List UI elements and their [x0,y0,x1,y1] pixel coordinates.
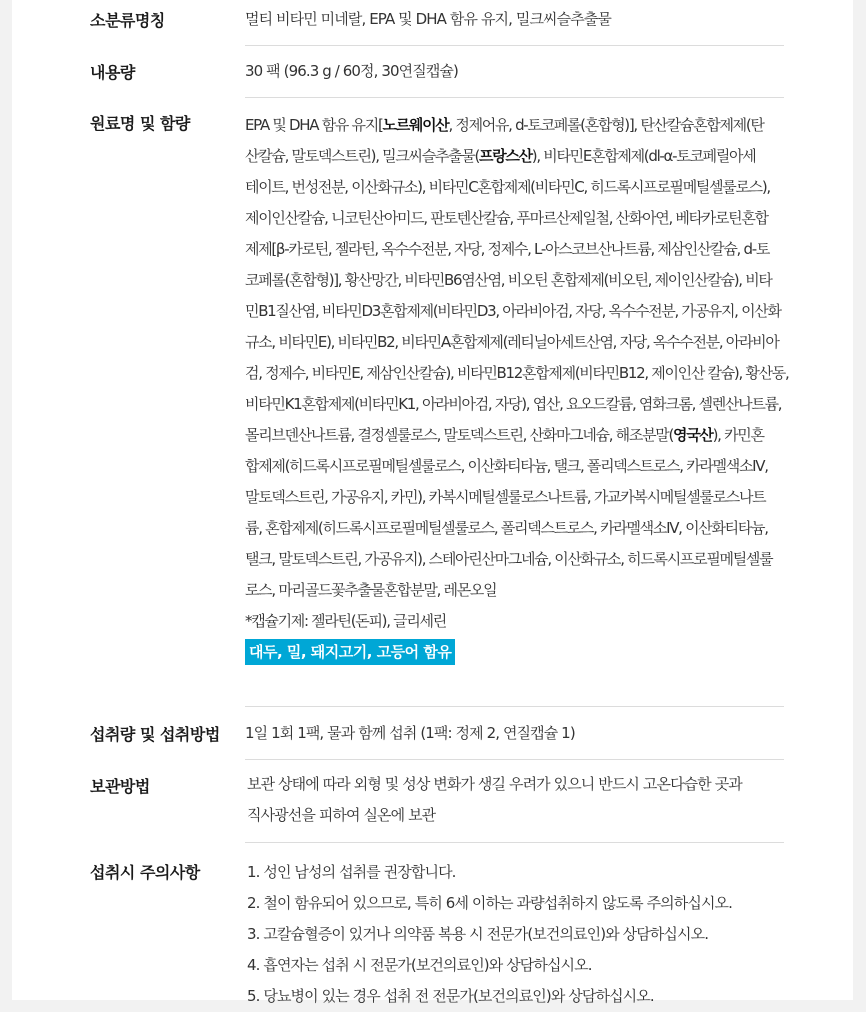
ingredient-line: 코페롤(혼합형)], 황산망간, 비타민B6염산염, 비오틴 혼합제제(비오틴, 제이인산칼슘), 비타 [245,271,772,289]
ingredient-line: 비타민K1혼합제제(비타민K1, 아라비아검, 자당), 엽산, 요오드칼륨, 염화크롬, 셀렌산나트륨, [245,395,782,413]
caution-item: 2. 철이 함유되어 있으므로, 특히 6세 이하는 과량섭취하지 않도록 주의하십시오. [247,894,732,912]
ingredient-line: EPA 및 DHA 함유 유지[노르웨이산, 정제어유, d-토코페롤(혼합형)], 탄산칼슘혼합제제(탄 [245,116,764,134]
storage-line: 직사광선을 피하여 실온에 보관 [247,806,436,824]
storage-label: 보관방법 [90,777,150,796]
ingredient-line: 제제[β-카로틴, 젤라틴, 옥수수전분, 자당, 정제수, L-아스코브산나트륨, 제삼인산칼슘, d-토 [245,240,770,258]
cautions-label: 섭취시 주의사항 [90,863,200,882]
divider [245,706,784,707]
storage-value [247,769,787,831]
caution-item: 4. 흡연자는 섭취 시 전문가(보건의료인)와 상담하십시오. [247,956,592,974]
caution-item: 1. 성인 남성의 섭취를 권장합니다. [247,863,456,881]
category-label: 소분류명칭 [90,11,165,30]
volume-value: 30 팩 (96.3 g / 60정, 30연질캡슐) [245,62,458,80]
cautions-list [247,857,787,1012]
caution-item: 5. 당뇨병이 있는 경우 섭취 전 전문가(보건의료인)와 상담하십시오. [247,987,654,1005]
ingredients-label: 원료명 및 함량 [90,114,190,133]
divider [245,759,784,760]
ingredient-line: 제이인산칼슘, 니코틴산아미드, 판토텐산칼슘, 푸마르산제일철, 산화아연, 베타카로틴혼합 [245,209,768,227]
storage-line: 보관 상태에 따라 외형 및 성상 변화가 생길 우려가 있으니 반드시 고온다습한 곳과 [247,775,742,793]
ingredient-line: 로스, 마리골드꽃추출물혼합분말, 레몬오일 [245,581,497,599]
dosage-label: 섭취량 및 섭취방법 [90,725,220,744]
caution-item: 3. 고칼슘혈증이 있거나 의약품 복용 시 전문가(보건의료인)와 상담하십시오. [247,925,709,943]
ingredient-line: 규소, 비타민E), 비타민B2, 비타민A혼합제제(레티닐아세트산염, 자당, 옥수수전분, 아라비아 [245,333,779,351]
ingredient-line: 말토덱스트린, 가공유지, 카민), 카복시메틸셀룰로스나트륨, 가교카복시메틸셀룰로스나트 [245,488,766,506]
ingredient-line: 륨, 혼합제제(히드록시프로필메틸셀룰로스, 폴리덱스트로스, 카라멜색소IV, 이산화티타늄, [245,519,768,537]
category-value: 멀티 비타민 미네랄, EPA 및 DHA 함유 유지, 밀크씨슬추출물 [245,10,611,28]
ingredient-line: 탤크, 말토덱스트린, 가공유지), 스테아린산마그네슘, 이산화규소, 히드록시프로필메틸셀룰 [245,550,773,568]
ingredient-line: *캡슐기제: 젤라틴(돈피), 글리세린 [245,612,446,630]
divider [245,45,784,46]
product-info-panel [12,0,853,1005]
ingredient-line: 테이트, 번성전분, 이산화규소), 비타민C혼합제제(비타민C, 히드록시프로필메틸셀룰로스), [245,178,770,196]
divider [245,842,784,843]
ingredients-list [245,110,789,668]
dosage-value: 1일 1회 1팩, 물과 함께 섭취 (1팩: 정제 2, 연질캡슐 1) [245,724,575,742]
ingredient-line: 산칼슘, 말토덱스트린), 밀크씨슬추출물(프랑스산), 비타민E혼합제제(dl-α-토코페릴아세 [245,147,756,165]
ingredient-line: 검, 정제수, 비타민E, 제삼인산칼슘), 비타민B12혼합제제(비타민B12, 제이인산 칼슘), 황산동, [245,364,789,382]
ingredient-line: 합제제(히드록시프로필메틸셀룰로스, 이산화티타늄, 탤크, 폴리덱스트로스, 카라멜색소IV, [245,457,768,475]
divider [245,97,784,98]
ingredient-line: 민B1질산염, 비타민D3혼합제제(비타민D3, 아라비아검, 자당, 옥수수전분, 가공유지, 이산화 [245,302,781,320]
ingredient-line: 몰리브덴산나트륨, 결정셀룰로스, 말토덱스트린, 산화마그네슘, 해조분말(영국산), 카민혼 [245,426,764,444]
volume-label: 내용량 [90,63,135,82]
allergen-line [245,637,785,668]
allergen-badge: 대두, 밀, 돼지고기, 고등어 함유 [245,639,455,665]
